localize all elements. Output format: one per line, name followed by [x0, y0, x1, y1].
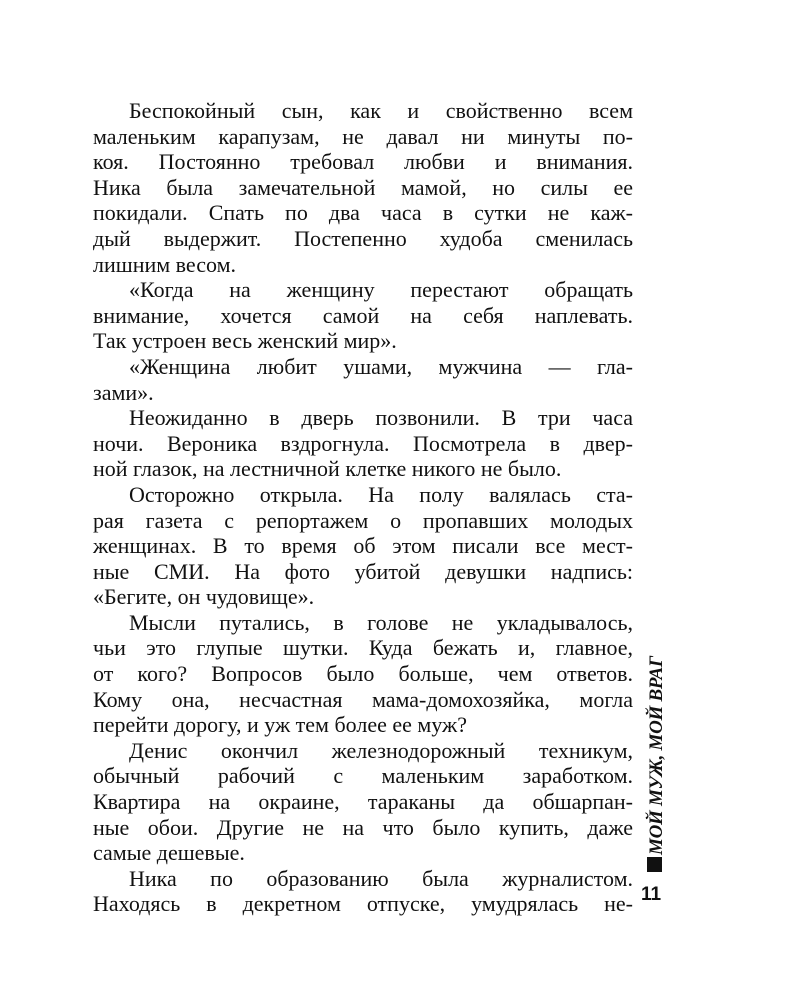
text-line: «Когда на женщину перестают обращать — [129, 277, 633, 303]
text-line: Квартира на окраине, тараканы да обшарпан- — [93, 789, 633, 815]
text-line: Денис окончил железнодорожный техникум, — [129, 737, 633, 763]
text-line: Находясь в декретном отпуске, умудрялась не- — [93, 891, 633, 917]
text-line: чьи это глупые шутки. Куда бежать и, главное, — [93, 635, 633, 661]
text-line: Так устроен весь женский мир». — [93, 328, 397, 354]
text-line: «Бегите, он чудовище». — [93, 584, 315, 610]
square-marker-icon — [647, 857, 662, 872]
text-line: Осторожно открыла. На полу валялась ста- — [129, 481, 633, 507]
text-line: дый выдержит. Постепенно худоба сменилась — [93, 225, 633, 251]
text-line: ные обои. Другие не на что было купить, даже — [93, 814, 633, 840]
text-line: покидали. Спать по два часа в сутки не каж- — [93, 200, 633, 226]
text-line: «Женщина любит ушами, мужчина — гла- — [129, 353, 633, 379]
text-line: Ника была замечательной мамой, но силы ее — [93, 174, 633, 200]
text-line: ной глазок, на лестничной клетке никого не было. — [93, 456, 562, 482]
text-line: самые дешевые. — [93, 840, 245, 866]
text-line: ные СМИ. На фото убитой девушки надпись: — [93, 558, 633, 584]
text-line: маленьким карапузам, не давал ни минуты по- — [93, 123, 633, 149]
text-line: Кому она, несчастная мама-домохозяйка, могла — [93, 686, 633, 712]
text-line: от кого? Вопросов было больше, чем ответов. — [93, 661, 633, 687]
text-line: Ника по образованию была журналистом. — [129, 865, 633, 891]
text-line: Беспокойный сын, как и свойственно всем — [129, 98, 633, 123]
running-title: МОЙ МУЖ, МОЙ ВРАГ — [646, 655, 667, 855]
text-line: Мысли путались, в голове не укладывалось, — [129, 609, 633, 635]
text-line: внимание, хочется самой на себя наплевать. — [93, 302, 633, 328]
body-text — [93, 98, 633, 917]
text-line: коя. Постоянно требовал любви и внимания. — [93, 149, 633, 175]
text-line: ночи. Вероника вздрогнула. Посмотрела в двер- — [93, 430, 633, 456]
text-line: женщинах. В то время об этом писали все мест- — [93, 533, 633, 559]
page-number: 11 — [641, 884, 662, 905]
text-line: обычный рабочий с маленьким заработком. — [93, 763, 633, 789]
text-line: Неожиданно в дверь позвонили. В три часа — [129, 405, 633, 431]
text-line: перейти дорогу, и уж тем более ее муж? — [93, 712, 467, 738]
text-line: лишним весом. — [93, 251, 236, 277]
text-line: рая газета с репортажем о пропавших молодых — [93, 507, 633, 533]
text-line: зами». — [93, 379, 154, 405]
